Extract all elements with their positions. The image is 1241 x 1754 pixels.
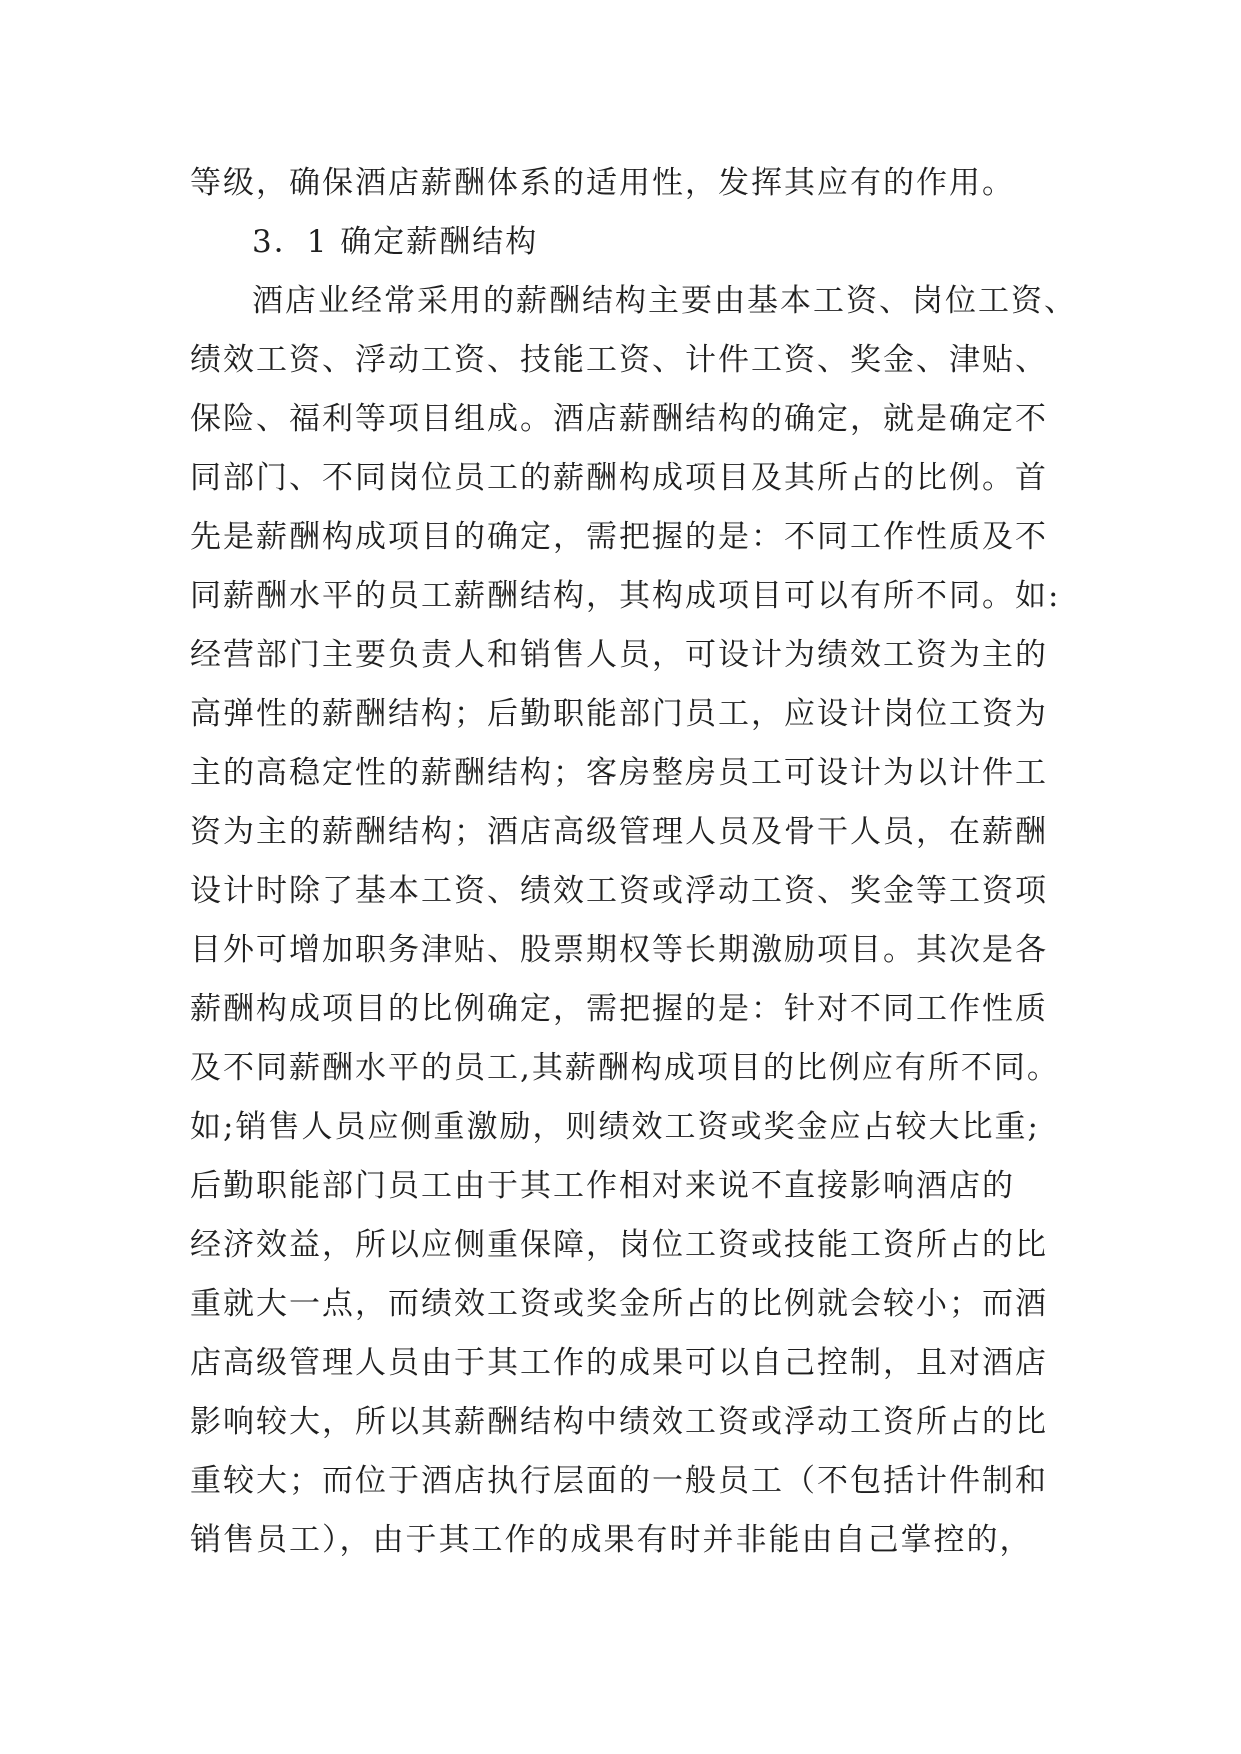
text-line: 主的高稳定性的薪酬结构；客房整房员工可设计为以计件工 — [190, 755, 1048, 791]
text-line: 设计时除了基本工资、绩效工资或浮动工资、奖金等工资项 — [190, 873, 1048, 909]
text-line: 重就大一点，而绩效工资或奖金所占的比例就会较小；而酒 — [190, 1286, 1048, 1322]
section-heading: 3．1 确定薪酬结构 — [252, 224, 539, 260]
text-line: 经济效益，所以应侧重保障，岗位工资或技能工资所占的比 — [190, 1227, 1048, 1263]
text-line: 店高级管理人员由于其工作的成果可以自己控制，且对酒店 — [190, 1345, 1048, 1381]
text-line: 酒店业经常采用的薪酬结构主要由基本工资、岗位工资、 — [252, 283, 1077, 319]
text-line: 先是薪酬构成项目的确定，需把握的是：不同工作性质及不 — [190, 519, 1048, 555]
text-line: 后勤职能部门员工由于其工作相对来说不直接影响酒店的 — [190, 1168, 1015, 1204]
text-line: 如;销售人员应侧重激励，则绩效工资或奖金应占较大比重; — [190, 1109, 1040, 1145]
text-line: 资为主的薪酬结构；酒店高级管理人员及骨干人员，在薪酬 — [190, 814, 1048, 850]
text-line: 高弹性的薪酬结构；后勤职能部门员工，应设计岗位工资为 — [190, 696, 1048, 732]
text-line: 同部门、不同岗位员工的薪酬构成项目及其所占的比例。首 — [190, 460, 1048, 496]
text-line: 经营部门主要负责人和销售人员，可设计为绩效工资为主的 — [190, 637, 1048, 673]
text-line: 保险、福利等项目组成。酒店薪酬结构的确定，就是确定不 — [190, 401, 1048, 437]
text-line: 重较大；而位于酒店执行层面的一般员工（不包括计件制和 — [190, 1463, 1048, 1499]
text-line: 薪酬构成项目的比例确定，需把握的是：针对不同工作性质 — [190, 991, 1048, 1027]
text-line: 影响较大，所以其薪酬结构中绩效工资或浮动工资所占的比 — [190, 1404, 1048, 1440]
text-line: 目外可增加职务津贴、股票期权等长期激励项目。其次是各 — [190, 932, 1048, 968]
text-line: 同薪酬水平的员工薪酬结构，其构成项目可以有所不同。如: — [190, 578, 1061, 614]
text-line: 等级，确保酒店薪酬体系的适用性，发挥其应有的作用。 — [190, 165, 1015, 201]
text-line: 及不同薪酬水平的员工,其薪酬构成项目的比例应有所不同。 — [190, 1050, 1060, 1086]
text-line: 绩效工资、浮动工资、技能工资、计件工资、奖金、津贴、 — [190, 342, 1048, 378]
text-line: 销售员工），由于其工作的成果有时并非能由自己掌控的， — [190, 1522, 1033, 1558]
